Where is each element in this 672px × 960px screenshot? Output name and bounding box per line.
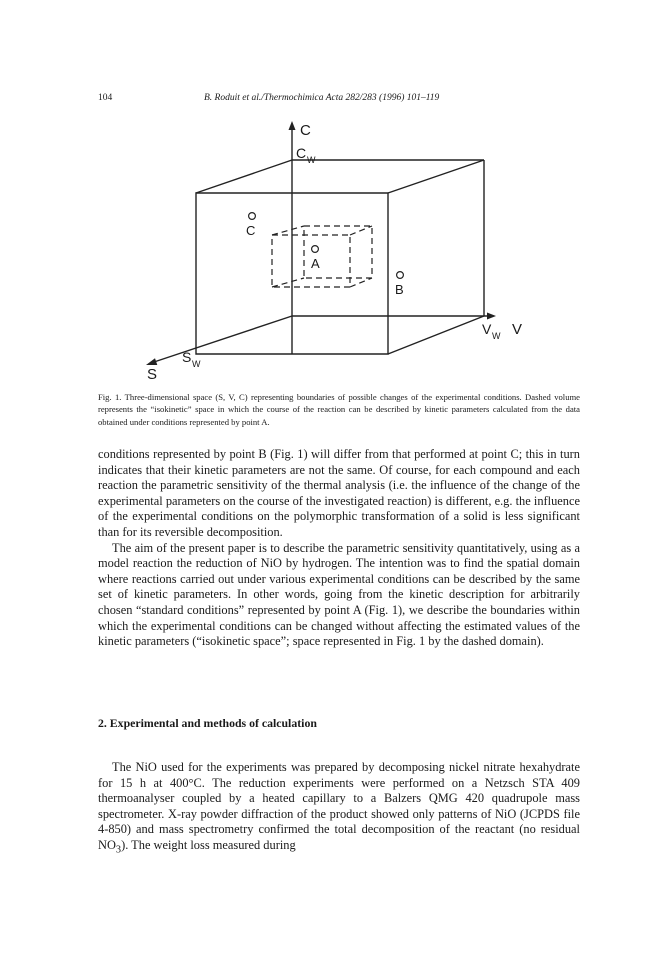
figure-1-diagram [130,118,550,380]
paragraph-2-text: The aim of the present paper is to describe the parametric sensitivity quantitatively, using as a model reaction the reduction of NiO by hydrogen. The intention was to find the spatial domain where reactions carried out under various experimental conditions can be described by the same set of kinetic parameters. In other words, going from the kinetic description for arbitrarily chosen “standard conditions” represented by point A (Fig. 1), we describe the boundaries within which the experimental conditions can be changed without affecting the estimated values of the kinetic parameters (“isokinetic space”; space represented in Fig. 1 by the dashed domain). [98,540,580,649]
point-c-label: C [246,223,256,238]
journal-citation: B. Roduit et al./Thermochimica Acta 282/283 (1996) 101–119 [204,93,440,103]
outer-box-edge-top-left [196,160,292,193]
c-axis-label: C [300,122,311,139]
vw-axis-label: V [482,321,492,337]
v-axis-arrowhead [487,313,496,320]
point-b-marker [397,272,404,279]
paragraph-3-text [98,760,580,858]
point-a-marker [312,246,319,253]
sw-axis-label: S [182,349,192,365]
s-axis-arrowhead [146,358,157,365]
c-axis-arrowhead [289,121,296,130]
body-paragraph-1 [98,447,580,650]
cw-axis-label: C [296,145,307,161]
isokinetic-dashed-volume [272,226,372,287]
cw-axis-subscript: W [307,155,316,165]
outer-box-edge-bottom-right [388,316,484,354]
point-a-label: A [311,256,320,271]
page-number: 104 [98,93,113,103]
outer-box-edge-top-right [388,160,484,193]
sw-axis-subscript: W [192,359,201,369]
paragraph-3-end: ). The weight loss measured during [121,837,296,852]
v-axis-label: V [512,321,523,338]
paragraph-3-main: The NiO used for the experiments was prepared by decomposing nickel nitrate hexahydrate for 15 h at 400°C. The reduction experiments were performed on a Netzsch STA 409 thermoanalyser coupled by a heated capillary to a Balzers QMG 420 quadrupole mass spectrometer. X-ray powder diffraction of the product showed only patterns of NiO (JCPDS file 4-850) and mass spectrometry confirmed the total decomposition of the reactant (no residual NO [98,760,580,852]
paragraph-3-subscript: 3 [115,844,122,856]
paragraph-1-text: conditions represented by point B (Fig. 1) will differ from that performed at point C; this in turn indicates that their kinetic parameters are not the same. Of course, for each compound and each reaction the parametric sensitivity of the thermal analysis (i.e. the influence of the change of the experimental parameters on the course of the investigated reaction) is different, e.g. the influence of the experimental conditions on the polymorphic transformation of a solid is less significant than for its reversible decomposition. [98,447,580,539]
figure-caption: Fig. 1. Three-dimensional space (S, V, C) representing boundaries of possible changes of the experimental conditions. Dashed volume represents the “isokinetic” space in which the course of the reaction can be described by kinetic parameters calculated from the data obtained under conditions represented by point A. [98,392,580,427]
section-heading: 2. Experimental and methods of calculation [98,716,317,730]
body-paragraph-3 [98,760,580,858]
vw-axis-subscript: W [492,331,501,341]
running-header [0,93,672,107]
point-b-label: B [395,282,404,297]
s-axis-line [154,316,292,362]
point-c-marker [249,213,256,220]
s-axis-label: S [147,366,158,380]
